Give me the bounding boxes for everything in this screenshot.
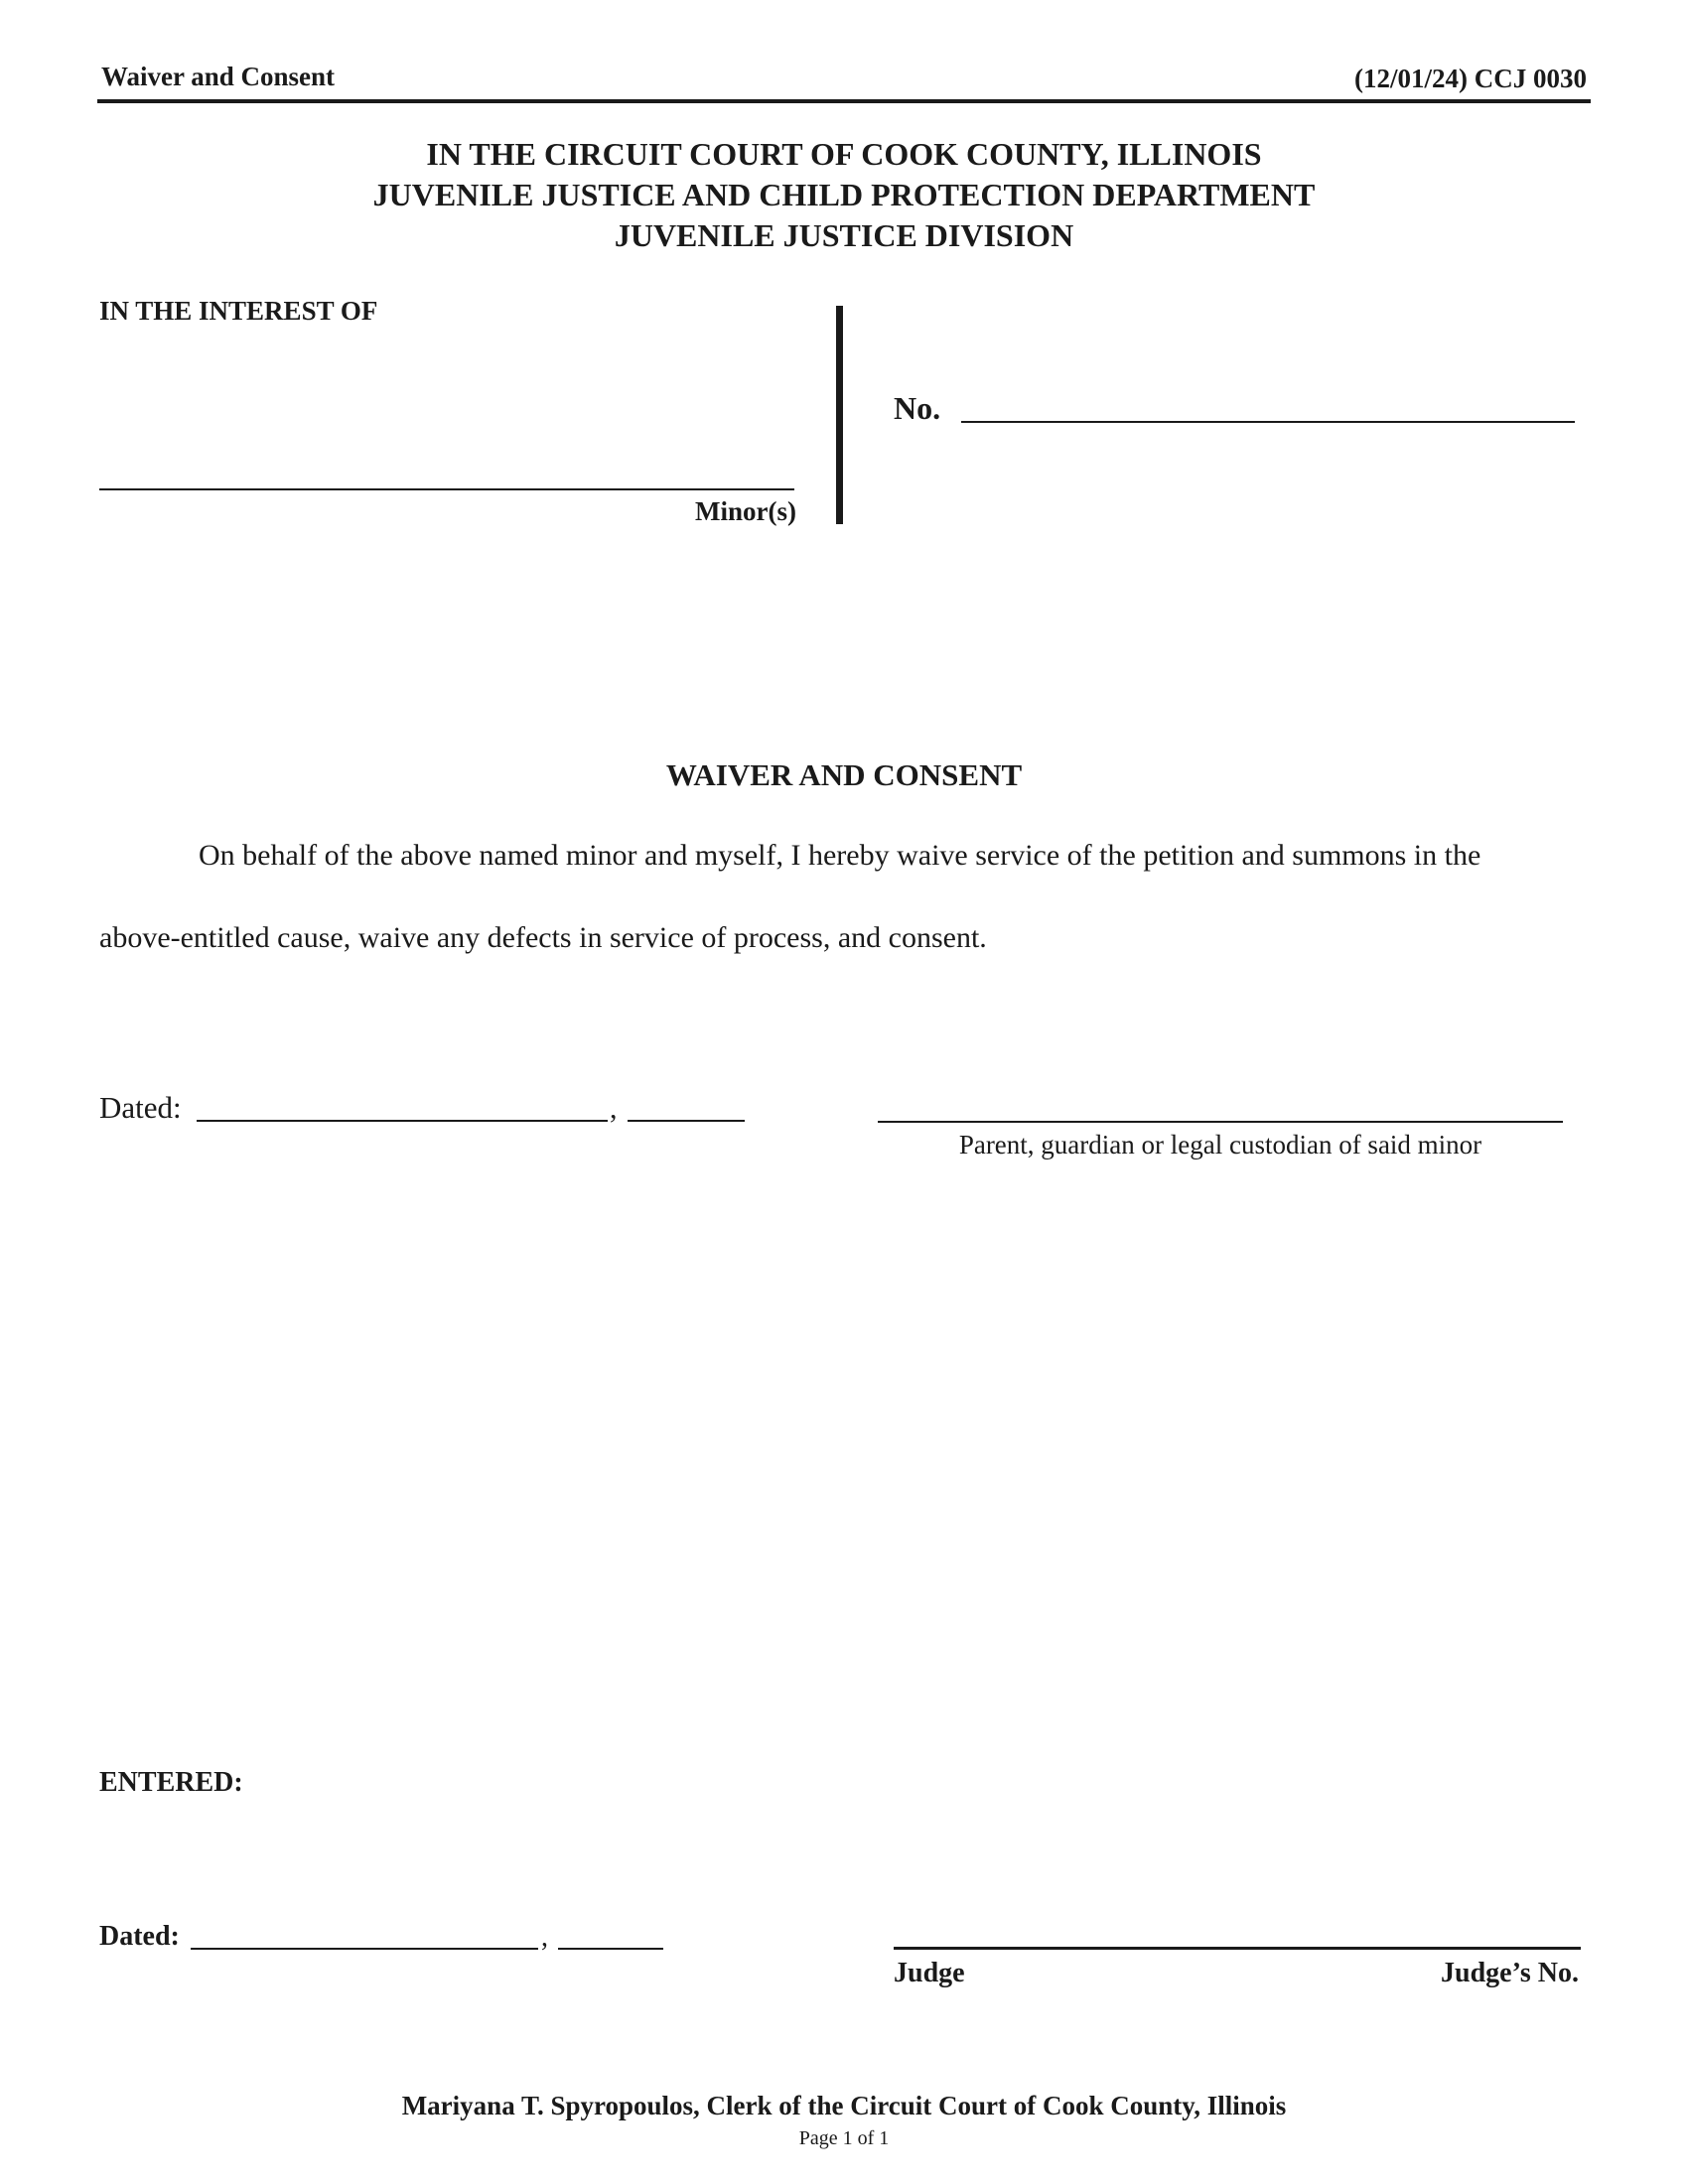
court-title-line-3: JUVENILE JUSTICE DIVISION xyxy=(614,217,1074,253)
court-title-line-1: IN THE CIRCUIT COURT OF COOK COUNTY, ILLINOIS xyxy=(426,136,1262,172)
entered-label: ENTERED: xyxy=(99,1767,243,1798)
document-title: WAIVER AND CONSENT xyxy=(665,757,1023,792)
judge-label: Judge xyxy=(894,1958,965,1988)
court-title-line-2: JUVENILE JUSTICE AND CHILD PROTECTION DEPARTMENT xyxy=(372,177,1316,212)
judge-signature-field[interactable] xyxy=(894,1947,1581,1950)
judge-date-field[interactable] xyxy=(191,1948,538,1950)
parent-signature-field[interactable] xyxy=(878,1121,1563,1123)
form-name: Waiver and Consent xyxy=(101,62,336,91)
parent-date-field[interactable] xyxy=(197,1120,608,1122)
page-number: Page 1 of 1 xyxy=(798,2127,890,2149)
caption-divider xyxy=(836,306,843,524)
clerk-footer: Mariyana T. Spyropoulos, Clerk of the Circuit Court of Cook County, Illinois xyxy=(401,2091,1287,2120)
header-rule xyxy=(97,99,1591,103)
case-number-field[interactable] xyxy=(961,421,1575,423)
parent-year-field[interactable] xyxy=(628,1120,745,1122)
judge-number-label: Judge’s No. xyxy=(1441,1958,1579,1988)
form-code: (12/01/24) CCJ 0030 xyxy=(1354,64,1587,93)
judge-date-comma: , xyxy=(541,1922,548,1953)
case-number-label: No. xyxy=(894,390,941,426)
interest-of-label: IN THE INTEREST OF xyxy=(99,296,378,326)
parent-signature-label: Parent, guardian or legal custodian of said minor xyxy=(958,1130,1482,1160)
parent-dated-label: Dated: xyxy=(99,1090,182,1125)
parent-date-comma: , xyxy=(610,1092,618,1125)
minor-label: Minor(s) xyxy=(695,496,796,526)
waiver-paragraph-line-1: On behalf of the above named minor and myself, I hereby waive service of the petition and summons in the xyxy=(199,839,1481,872)
waiver-paragraph-line-2: above-entitled cause, waive any defects in service of process, and consent. xyxy=(99,921,987,954)
judge-year-field[interactable] xyxy=(558,1948,663,1950)
minor-name-field[interactable] xyxy=(99,488,794,490)
judge-dated-label: Dated: xyxy=(99,1921,180,1952)
